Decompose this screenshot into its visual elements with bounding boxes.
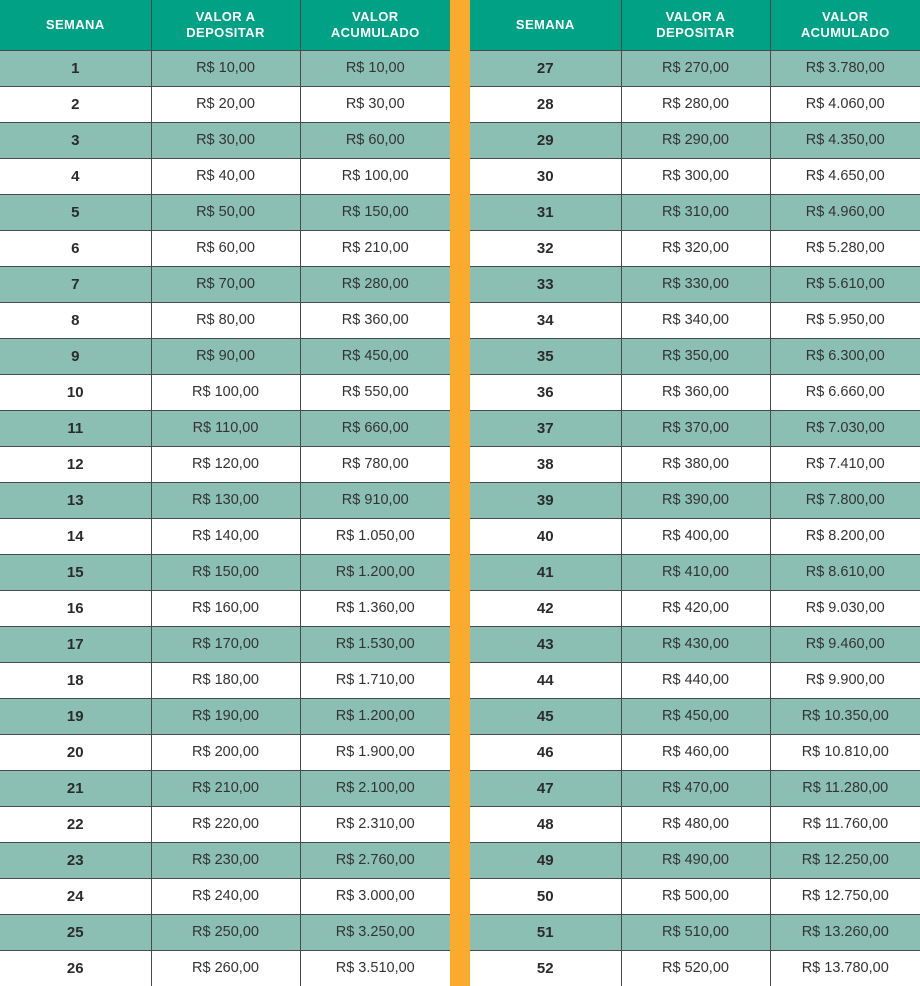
cell-deposit: R$ 360,00 xyxy=(621,374,770,410)
cell-accumulated: R$ 2.760,00 xyxy=(300,842,450,878)
cell-week: 27 xyxy=(470,50,621,86)
left-table-header xyxy=(0,0,450,50)
cell-week: 32 xyxy=(470,230,621,266)
cell-accumulated: R$ 13.780,00 xyxy=(770,950,920,986)
cell-accumulated: R$ 7.030,00 xyxy=(770,410,920,446)
cell-accumulated: R$ 6.300,00 xyxy=(770,338,920,374)
cell-week: 41 xyxy=(470,554,621,590)
table-row xyxy=(0,698,450,734)
cell-deposit: R$ 100,00 xyxy=(151,374,300,410)
cell-week: 17 xyxy=(0,626,151,662)
weeks-27-52-table xyxy=(470,0,920,986)
cell-week: 18 xyxy=(0,662,151,698)
cell-deposit: R$ 50,00 xyxy=(151,194,300,230)
cell-deposit: R$ 150,00 xyxy=(151,554,300,590)
cell-week: 44 xyxy=(470,662,621,698)
cell-accumulated: R$ 60,00 xyxy=(300,122,450,158)
table-row xyxy=(470,698,920,734)
cell-week: 48 xyxy=(470,806,621,842)
table-row xyxy=(470,770,920,806)
right-table-panel xyxy=(470,0,920,986)
table-row xyxy=(0,554,450,590)
cell-accumulated: R$ 4.960,00 xyxy=(770,194,920,230)
column-header-deposit-line2: DEPOSITAR xyxy=(186,24,265,40)
cell-accumulated: R$ 5.950,00 xyxy=(770,302,920,338)
column-header-deposit xyxy=(151,0,300,50)
cell-accumulated: R$ 3.250,00 xyxy=(300,914,450,950)
table-row xyxy=(0,806,450,842)
table-row xyxy=(0,734,450,770)
cell-accumulated: R$ 6.660,00 xyxy=(770,374,920,410)
cell-week: 9 xyxy=(0,338,151,374)
cell-week: 25 xyxy=(0,914,151,950)
table-row xyxy=(470,590,920,626)
cell-deposit: R$ 90,00 xyxy=(151,338,300,374)
cell-deposit: R$ 410,00 xyxy=(621,554,770,590)
cell-accumulated: R$ 13.260,00 xyxy=(770,914,920,950)
table-row xyxy=(470,950,920,986)
column-header-deposit-line1: VALOR A xyxy=(665,8,726,24)
header-row xyxy=(0,0,450,50)
cell-accumulated: R$ 3.000,00 xyxy=(300,878,450,914)
cell-week: 19 xyxy=(0,698,151,734)
cell-accumulated: R$ 100,00 xyxy=(300,158,450,194)
table-row xyxy=(0,914,450,950)
cell-deposit: R$ 520,00 xyxy=(621,950,770,986)
cell-deposit: R$ 470,00 xyxy=(621,770,770,806)
cell-week: 24 xyxy=(0,878,151,914)
cell-accumulated: R$ 12.750,00 xyxy=(770,878,920,914)
cell-week: 2 xyxy=(0,86,151,122)
cell-deposit: R$ 420,00 xyxy=(621,590,770,626)
cell-accumulated: R$ 11.760,00 xyxy=(770,806,920,842)
cell-week: 12 xyxy=(0,446,151,482)
cell-deposit: R$ 250,00 xyxy=(151,914,300,950)
column-header-week: SEMANA xyxy=(0,0,151,50)
table-row xyxy=(0,950,450,986)
table-row xyxy=(0,374,450,410)
cell-accumulated: R$ 8.200,00 xyxy=(770,518,920,554)
cell-accumulated: R$ 3.780,00 xyxy=(770,50,920,86)
cell-deposit: R$ 210,00 xyxy=(151,770,300,806)
cell-deposit: R$ 260,00 xyxy=(151,950,300,986)
cell-week: 35 xyxy=(470,338,621,374)
column-header-deposit-line2: DEPOSITAR xyxy=(656,24,735,40)
column-header-week: SEMANA xyxy=(470,0,621,50)
cell-week: 45 xyxy=(470,698,621,734)
cell-accumulated: R$ 30,00 xyxy=(300,86,450,122)
weeks-1-26-table xyxy=(0,0,450,986)
cell-deposit: R$ 80,00 xyxy=(151,302,300,338)
cell-week: 4 xyxy=(0,158,151,194)
cell-deposit: R$ 110,00 xyxy=(151,410,300,446)
cell-accumulated: R$ 910,00 xyxy=(300,482,450,518)
cell-deposit: R$ 340,00 xyxy=(621,302,770,338)
cell-week: 47 xyxy=(470,770,621,806)
cell-deposit: R$ 490,00 xyxy=(621,842,770,878)
table-row xyxy=(0,302,450,338)
table-row xyxy=(0,878,450,914)
cell-deposit: R$ 390,00 xyxy=(621,482,770,518)
cell-deposit: R$ 270,00 xyxy=(621,50,770,86)
left-table-body xyxy=(0,50,450,986)
cell-deposit: R$ 200,00 xyxy=(151,734,300,770)
cell-accumulated: R$ 10.350,00 xyxy=(770,698,920,734)
table-row xyxy=(470,662,920,698)
cell-week: 8 xyxy=(0,302,151,338)
table-row xyxy=(470,266,920,302)
table-row xyxy=(0,446,450,482)
cell-week: 14 xyxy=(0,518,151,554)
left-table-panel xyxy=(0,0,450,986)
cell-deposit: R$ 30,00 xyxy=(151,122,300,158)
cell-week: 5 xyxy=(0,194,151,230)
cell-week: 7 xyxy=(0,266,151,302)
cell-accumulated: R$ 10.810,00 xyxy=(770,734,920,770)
cell-week: 6 xyxy=(0,230,151,266)
cell-accumulated: R$ 8.610,00 xyxy=(770,554,920,590)
right-table-header xyxy=(470,0,920,50)
cell-week: 26 xyxy=(0,950,151,986)
cell-week: 43 xyxy=(470,626,621,662)
cell-week: 13 xyxy=(0,482,151,518)
table-row xyxy=(470,734,920,770)
table-row xyxy=(470,806,920,842)
cell-accumulated: R$ 1.200,00 xyxy=(300,698,450,734)
cell-accumulated: R$ 9.030,00 xyxy=(770,590,920,626)
cell-accumulated: R$ 780,00 xyxy=(300,446,450,482)
table-row xyxy=(0,230,450,266)
cell-accumulated: R$ 5.610,00 xyxy=(770,266,920,302)
table-row xyxy=(0,770,450,806)
cell-week: 1 xyxy=(0,50,151,86)
right-table-body xyxy=(470,50,920,986)
table-row xyxy=(470,518,920,554)
cell-accumulated: R$ 9.460,00 xyxy=(770,626,920,662)
table-row xyxy=(0,626,450,662)
cell-accumulated: R$ 7.800,00 xyxy=(770,482,920,518)
table-row xyxy=(0,518,450,554)
cell-accumulated: R$ 1.200,00 xyxy=(300,554,450,590)
table-row xyxy=(470,842,920,878)
cell-accumulated: R$ 660,00 xyxy=(300,410,450,446)
cell-deposit: R$ 500,00 xyxy=(621,878,770,914)
cell-deposit: R$ 370,00 xyxy=(621,410,770,446)
cell-week: 37 xyxy=(470,410,621,446)
cell-accumulated: R$ 4.350,00 xyxy=(770,122,920,158)
cell-accumulated: R$ 280,00 xyxy=(300,266,450,302)
table-row xyxy=(470,626,920,662)
cell-week: 29 xyxy=(470,122,621,158)
cell-week: 11 xyxy=(0,410,151,446)
table-row xyxy=(470,410,920,446)
cell-deposit: R$ 220,00 xyxy=(151,806,300,842)
cell-accumulated: R$ 4.060,00 xyxy=(770,86,920,122)
table-row xyxy=(470,482,920,518)
table-row xyxy=(470,554,920,590)
table-row xyxy=(0,50,450,86)
cell-week: 23 xyxy=(0,842,151,878)
cell-week: 20 xyxy=(0,734,151,770)
table-row xyxy=(470,194,920,230)
cell-week: 36 xyxy=(470,374,621,410)
cell-deposit: R$ 380,00 xyxy=(621,446,770,482)
cell-deposit: R$ 290,00 xyxy=(621,122,770,158)
cell-deposit: R$ 180,00 xyxy=(151,662,300,698)
cell-week: 31 xyxy=(470,194,621,230)
table-row xyxy=(470,158,920,194)
cell-deposit: R$ 310,00 xyxy=(621,194,770,230)
cell-deposit: R$ 10,00 xyxy=(151,50,300,86)
cell-deposit: R$ 230,00 xyxy=(151,842,300,878)
cell-accumulated: R$ 550,00 xyxy=(300,374,450,410)
cell-deposit: R$ 60,00 xyxy=(151,230,300,266)
cell-deposit: R$ 460,00 xyxy=(621,734,770,770)
cell-deposit: R$ 350,00 xyxy=(621,338,770,374)
column-header-accumulated-line2: ACUMULADO xyxy=(800,24,890,40)
cell-deposit: R$ 140,00 xyxy=(151,518,300,554)
cell-accumulated: R$ 4.650,00 xyxy=(770,158,920,194)
column-header-accumulated-line1: VALOR xyxy=(821,8,869,24)
cell-accumulated: R$ 5.280,00 xyxy=(770,230,920,266)
table-row xyxy=(470,50,920,86)
cell-accumulated: R$ 2.100,00 xyxy=(300,770,450,806)
cell-deposit: R$ 120,00 xyxy=(151,446,300,482)
cell-week: 15 xyxy=(0,554,151,590)
cell-accumulated: R$ 360,00 xyxy=(300,302,450,338)
cell-accumulated: R$ 2.310,00 xyxy=(300,806,450,842)
cell-week: 51 xyxy=(470,914,621,950)
table-row xyxy=(0,842,450,878)
cell-accumulated: R$ 12.250,00 xyxy=(770,842,920,878)
cell-deposit: R$ 480,00 xyxy=(621,806,770,842)
table-row xyxy=(0,158,450,194)
cell-accumulated: R$ 1.900,00 xyxy=(300,734,450,770)
cell-deposit: R$ 300,00 xyxy=(621,158,770,194)
header-row xyxy=(470,0,920,50)
column-header-accumulated-line2: ACUMULADO xyxy=(330,24,420,40)
table-row xyxy=(0,86,450,122)
cell-week: 52 xyxy=(470,950,621,986)
table-row xyxy=(470,914,920,950)
cell-accumulated: R$ 7.410,00 xyxy=(770,446,920,482)
cell-deposit: R$ 160,00 xyxy=(151,590,300,626)
cell-deposit: R$ 20,00 xyxy=(151,86,300,122)
cell-week: 39 xyxy=(470,482,621,518)
table-row xyxy=(0,662,450,698)
cell-accumulated: R$ 150,00 xyxy=(300,194,450,230)
column-header-accumulated xyxy=(300,0,450,50)
table-row xyxy=(470,230,920,266)
cell-deposit: R$ 70,00 xyxy=(151,266,300,302)
table-row xyxy=(470,878,920,914)
table-row xyxy=(0,590,450,626)
table-row xyxy=(470,86,920,122)
table-row xyxy=(470,446,920,482)
table-row xyxy=(0,122,450,158)
cell-deposit: R$ 330,00 xyxy=(621,266,770,302)
cell-deposit: R$ 170,00 xyxy=(151,626,300,662)
table-row xyxy=(470,338,920,374)
cell-week: 38 xyxy=(470,446,621,482)
cell-week: 3 xyxy=(0,122,151,158)
table-row xyxy=(470,374,920,410)
cell-accumulated: R$ 450,00 xyxy=(300,338,450,374)
table-row xyxy=(0,482,450,518)
column-divider xyxy=(450,0,470,986)
column-header-deposit-line1: VALOR A xyxy=(195,8,256,24)
cell-accumulated: R$ 1.530,00 xyxy=(300,626,450,662)
cell-week: 46 xyxy=(470,734,621,770)
cell-week: 10 xyxy=(0,374,151,410)
cell-deposit: R$ 240,00 xyxy=(151,878,300,914)
table-row xyxy=(0,194,450,230)
cell-week: 21 xyxy=(0,770,151,806)
table-row xyxy=(470,122,920,158)
cell-deposit: R$ 40,00 xyxy=(151,158,300,194)
cell-week: 49 xyxy=(470,842,621,878)
cell-week: 50 xyxy=(470,878,621,914)
cell-deposit: R$ 320,00 xyxy=(621,230,770,266)
cell-deposit: R$ 450,00 xyxy=(621,698,770,734)
column-header-accumulated xyxy=(770,0,920,50)
column-header-accumulated-line1: VALOR xyxy=(351,8,399,24)
cell-week: 40 xyxy=(470,518,621,554)
cell-week: 16 xyxy=(0,590,151,626)
cell-deposit: R$ 400,00 xyxy=(621,518,770,554)
cell-accumulated: R$ 9.900,00 xyxy=(770,662,920,698)
cell-deposit: R$ 190,00 xyxy=(151,698,300,734)
column-header-deposit xyxy=(621,0,770,50)
cell-deposit: R$ 280,00 xyxy=(621,86,770,122)
cell-accumulated: R$ 3.510,00 xyxy=(300,950,450,986)
cell-deposit: R$ 430,00 xyxy=(621,626,770,662)
cell-accumulated: R$ 11.280,00 xyxy=(770,770,920,806)
cell-accumulated: R$ 1.050,00 xyxy=(300,518,450,554)
table-row xyxy=(0,266,450,302)
cell-accumulated: R$ 1.360,00 xyxy=(300,590,450,626)
cell-week: 22 xyxy=(0,806,151,842)
cell-week: 28 xyxy=(470,86,621,122)
cell-week: 30 xyxy=(470,158,621,194)
table-row xyxy=(470,302,920,338)
cell-deposit: R$ 130,00 xyxy=(151,482,300,518)
cell-accumulated: R$ 210,00 xyxy=(300,230,450,266)
cell-week: 34 xyxy=(470,302,621,338)
table-row xyxy=(0,410,450,446)
cell-week: 33 xyxy=(470,266,621,302)
cell-week: 42 xyxy=(470,590,621,626)
cell-accumulated: R$ 10,00 xyxy=(300,50,450,86)
cell-deposit: R$ 510,00 xyxy=(621,914,770,950)
cell-deposit: R$ 440,00 xyxy=(621,662,770,698)
cell-accumulated: R$ 1.710,00 xyxy=(300,662,450,698)
table-row xyxy=(0,338,450,374)
